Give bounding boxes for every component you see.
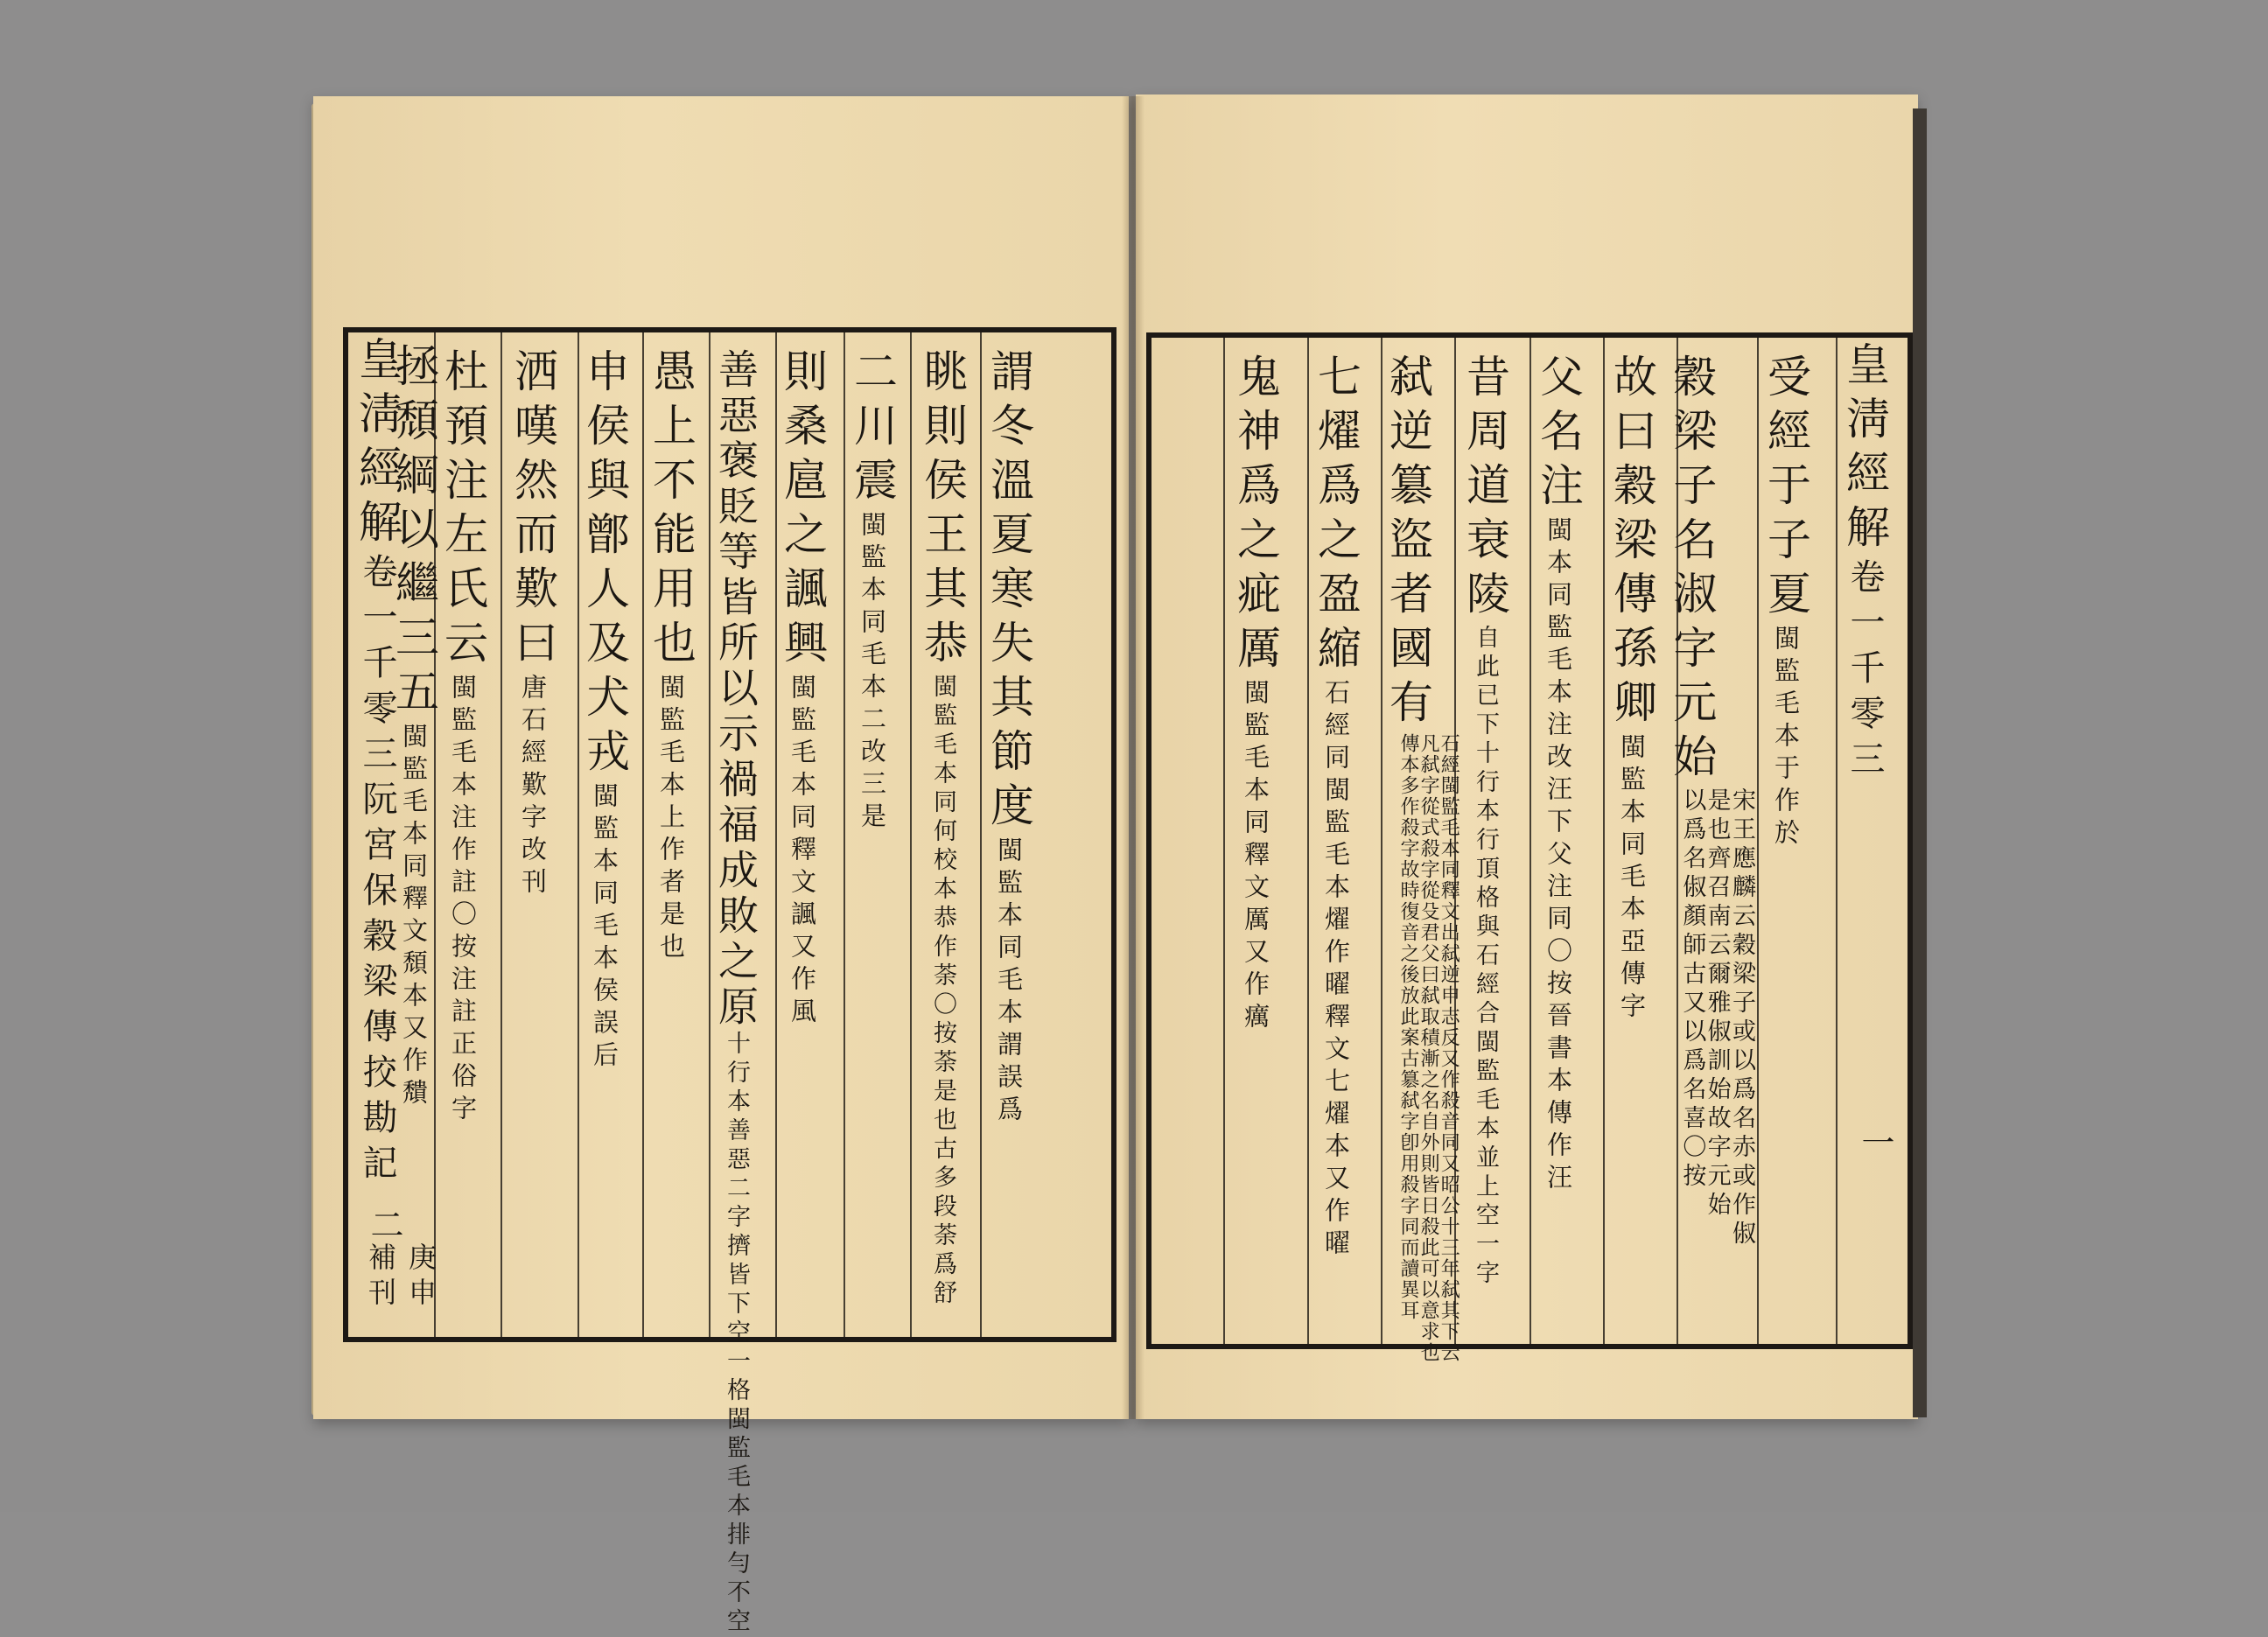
text-column: 弑逆簒盜者國有石經閩監毛本同釋文出弑逆申志反又作殺音同又昭公十三年弑其下云凡弑字從式殺字從殳君父曰弑取積漸之名自外則皆日殺此可以意求也傳本多作殺字故時復音之後放此案古簒弑字卽用殺字同而讀異耳 — [1382, 353, 1460, 1363]
commentary-title: 阮宮保穀梁傳挍勘記 — [357, 780, 397, 1190]
page-mark: 一 — [1856, 1125, 1894, 1165]
text-column: 昔周道衰陵自此已下十行本行頂格與石經合閩監毛本並上空一字 — [1460, 353, 1510, 1289]
book-gutter — [1122, 96, 1144, 1419]
right-title-column — [1839, 341, 1890, 786]
text-column: 七燿爲之盈縮石經同閩監毛本燿作曜釋文七燿本又作曜 — [1311, 353, 1362, 1262]
text-column: 父名注閩本同監毛本注改汪下父注同〇按晉書本傳作汪 — [1533, 353, 1584, 1196]
volume-label: 卷一千零三 — [357, 553, 397, 780]
volume-label: 卷一千零三 — [1844, 558, 1885, 786]
book-cover-edge — [1913, 108, 1927, 1417]
book-title: 皇淸經解 — [352, 336, 402, 553]
text-column: 則桑扈之諷興閩監毛本同釋文諷又作風 — [777, 348, 828, 1030]
text-column: 愚上不能用也閩監毛本上作者是也 — [646, 348, 696, 965]
text-column: 善惡褒貶等皆所以示禍福成敗之原十行本善惡二字擠皆下空一格閩監毛本排勻不空 — [712, 348, 760, 1637]
publisher-mark: 庚申補刊 — [364, 1242, 438, 1312]
text-column: 謂冬溫夏寒失其節度閩監本同毛本謂誤爲 — [984, 348, 1034, 1128]
page-number: 二 — [365, 1207, 403, 1248]
text-column: 受經于子夏閩監毛本于作於 — [1760, 353, 1811, 851]
left-text-frame — [343, 327, 1116, 1637]
text-column: 拯頹綱以繼三五閩監毛本同釋文頹本又作穨 — [388, 343, 439, 1111]
text-column: 鬼神爲之疵厲閩監毛本同釋文厲又作癘 — [1230, 353, 1281, 1035]
right-text-frame — [1146, 332, 1913, 1363]
text-column: 眺則侯王其恭閩監毛本同何校本恭作荼〇按荼是也古多段荼爲舒 — [917, 348, 968, 1309]
text-column: 二川震閩監本同毛本二改三是 — [847, 348, 898, 835]
text-column: 杜預注左氏云閩監毛本注作註〇按注註正俗字 — [438, 348, 488, 1127]
text-column: 洒嘆然而歎曰唐石經歎字改刊 — [508, 348, 558, 900]
text-column: 故曰穀梁傳孫卿閩監本同毛本亞傳字 — [1606, 353, 1657, 1025]
text-column: 穀梁子名淑字元始宋王應麟云穀梁子或以爲名赤或作俶是也齊召南云爾雅俶訓始故字元始 以爲名俶顏師古又以爲名喜〇按 — [1666, 353, 1755, 1249]
book-title: 皇淸經解 — [1839, 341, 1890, 558]
text-column: 申侯與鄫人及犬戎閩監本同毛本侯誤后 — [579, 348, 630, 1074]
